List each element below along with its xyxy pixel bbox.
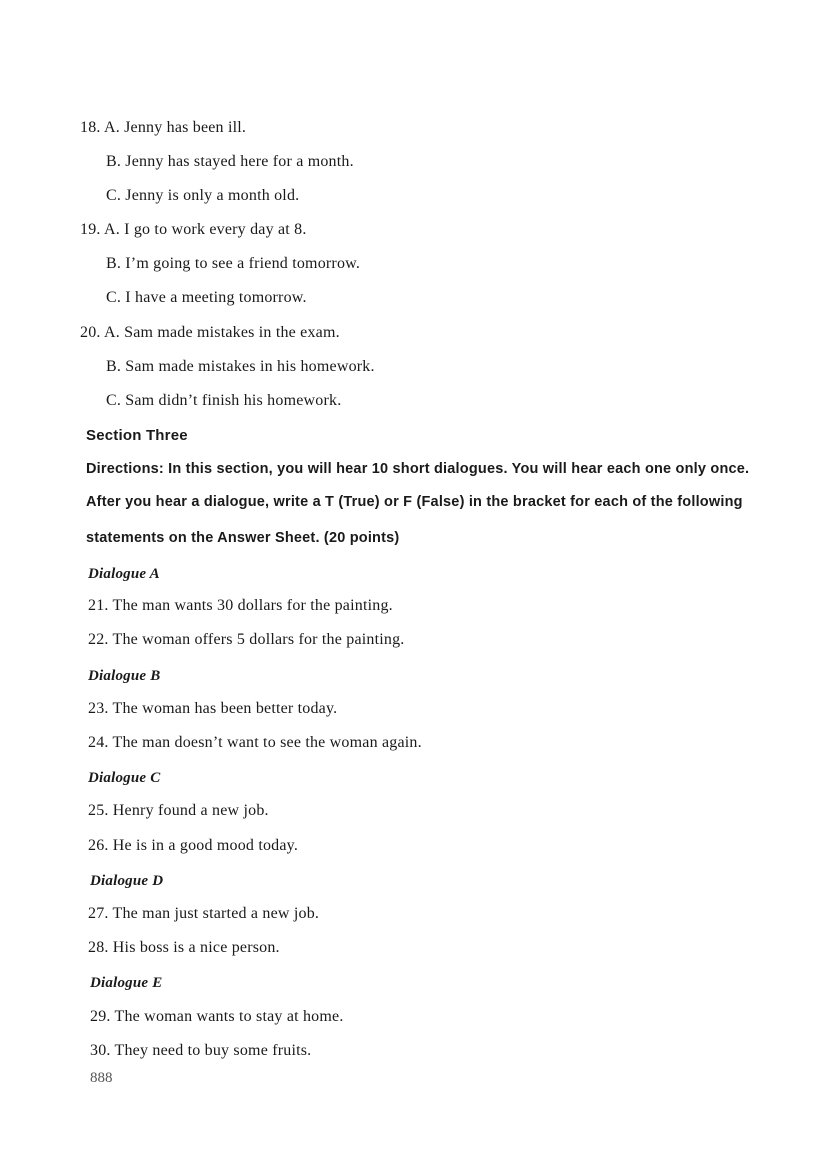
statement-23: 23. The woman has been better today.: [88, 700, 338, 717]
question-19-option-b: B. I’m going to see a friend tomorrow.: [106, 255, 361, 272]
statement-26: 26. He is in a good mood today.: [88, 837, 299, 854]
directions-line-2: After you hear a dialogue, write a T (True) or F (False) in the bracket for each of the following: [86, 494, 743, 510]
statement-21: 21. The man wants 30 dollars for the painting.: [88, 597, 393, 614]
question-20-option-a: [80, 323, 340, 343]
statement-28: 28. His boss is a nice person.: [88, 939, 280, 956]
statement-30: 30. They need to buy some fruits.: [90, 1042, 312, 1059]
question-number: 20.: [80, 324, 101, 341]
dialogue-a-heading: Dialogue A: [88, 566, 160, 582]
section-title: Section Three: [86, 427, 188, 444]
statement-22: 22. The woman offers 5 dollars for the painting.: [88, 631, 405, 648]
directions-line-3: statements on the Answer Sheet. (20 points): [86, 530, 400, 546]
dialogue-e-heading: Dialogue E: [90, 975, 163, 991]
option-text: A. Sam made mistakes in the exam.: [103, 324, 340, 341]
question-18-option-c: C. Jenny is only a month old.: [106, 187, 300, 204]
question-number: 18.: [80, 119, 101, 136]
option-text: A. I go to work every day at 8.: [103, 221, 307, 238]
page-number: 888: [90, 1070, 113, 1086]
statement-27: 27. The man just started a new job.: [88, 905, 320, 922]
dialogue-d-heading: Dialogue D: [90, 873, 164, 889]
question-20-option-b: B. Sam made mistakes in his homework.: [106, 358, 375, 375]
option-text: A. Jenny has been ill.: [103, 119, 247, 136]
directions-line-1: Directions: In this section, you will hear 10 short dialogues. You will hear each one only once.: [86, 461, 750, 477]
question-18-option-a: [80, 118, 246, 138]
question-19-option-a: [80, 220, 307, 240]
question-18-option-b: B. Jenny has stayed here for a month.: [106, 153, 354, 170]
statement-25: 25. Henry found a new job.: [88, 802, 269, 819]
dialogue-c-heading: Dialogue C: [88, 770, 161, 786]
question-19-option-c: C. I have a meeting tomorrow.: [106, 289, 307, 306]
statement-24: 24. The man doesn’t want to see the woman again.: [88, 734, 422, 751]
dialogue-b-heading: Dialogue B: [88, 668, 161, 684]
question-number: 19.: [80, 221, 101, 238]
question-20-option-c: C. Sam didn’t finish his homework.: [106, 392, 342, 409]
statement-29: 29. The woman wants to stay at home.: [90, 1008, 344, 1025]
